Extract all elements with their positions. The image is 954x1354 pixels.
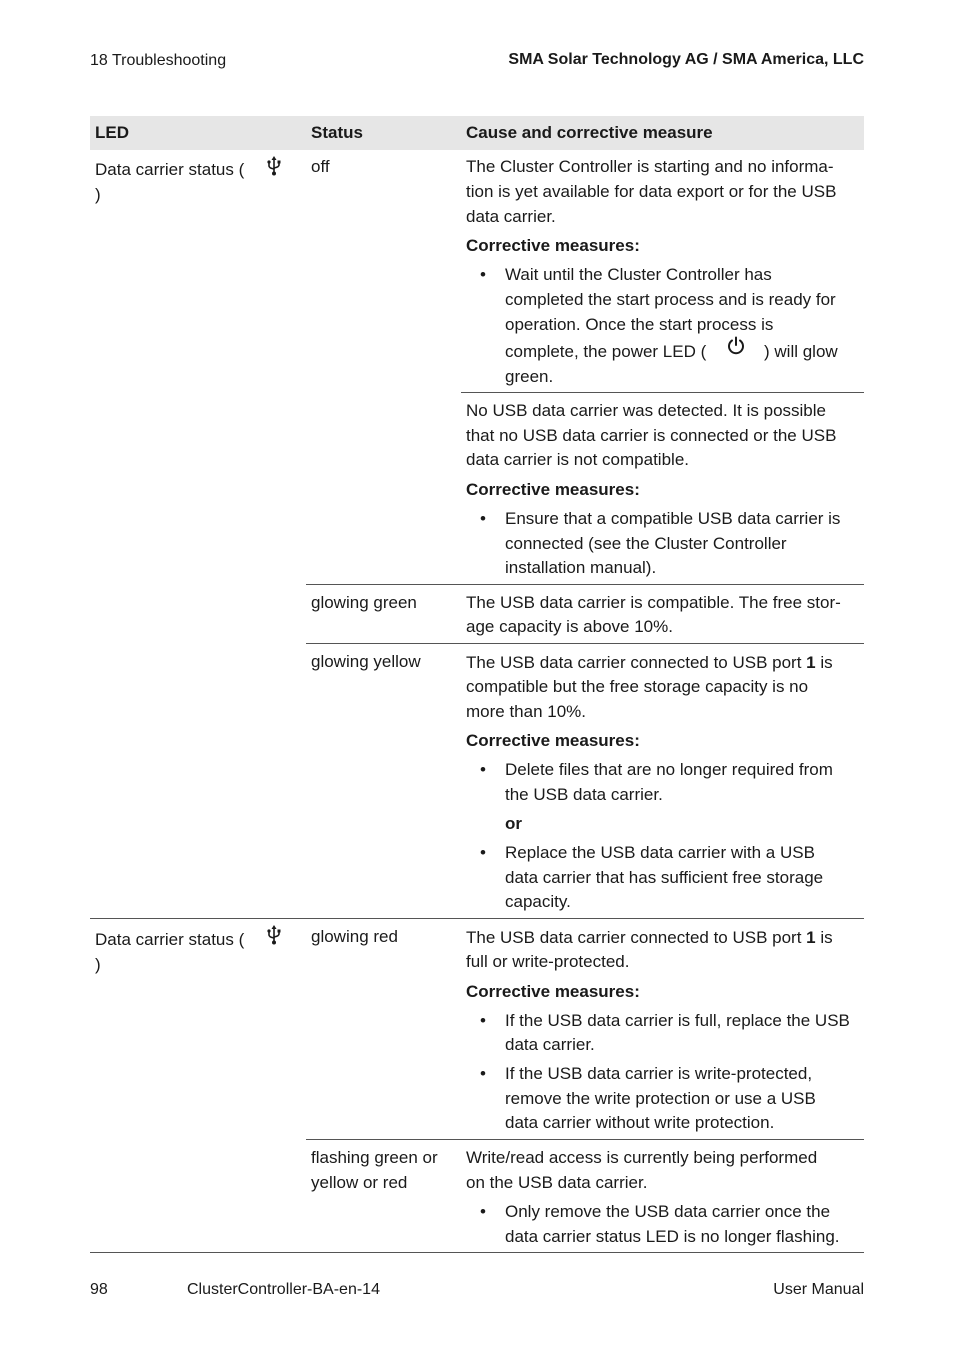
measure-text: Only remove the USB data carrier once the [505, 1202, 831, 1221]
cause-text: The USB data carrier connected to USB port 1 is [466, 928, 833, 947]
bullet: • [480, 1011, 486, 1030]
column-header-led: LED [95, 123, 129, 142]
led-label: Data carrier status ( [95, 930, 245, 949]
header-company: SMA Solar Technology AG / SMA America, LLC [508, 51, 864, 68]
cause-text: data carrier. [466, 207, 556, 226]
measure-text: data carrier. [505, 1035, 595, 1054]
corrective-measures-heading: Corrective measures: [466, 731, 640, 750]
led-label-close: ) [95, 955, 101, 974]
row-divider [306, 643, 864, 644]
cause-text: on the USB data carrier. [466, 1173, 648, 1192]
cause-text: that no USB data carrier is connected or the USB [466, 426, 837, 445]
usb-icon [266, 156, 282, 176]
bullet: • [480, 843, 486, 862]
row-divider [306, 584, 864, 585]
bullet: • [480, 1064, 486, 1083]
row-divider [306, 1139, 864, 1140]
document-id: ClusterController-BA-en-14 [187, 1281, 380, 1298]
led-label: Data carrier status ( [95, 160, 245, 179]
or-label: or [505, 814, 522, 833]
cause-text: more than 10%. [466, 702, 587, 721]
status-glowing-yellow: glowing yellow [311, 652, 421, 671]
page-number: 98 [90, 1281, 108, 1298]
cause-text: No USB data carrier was detected. It is possible [466, 401, 826, 420]
bullet: • [480, 760, 486, 779]
document-type: User Manual [773, 1281, 864, 1298]
measure-text: the USB data carrier. [505, 785, 663, 804]
status-glowing-red: glowing red [311, 927, 398, 946]
cause-text: data carrier is not compatible. [466, 450, 689, 469]
status-off: off [311, 157, 330, 176]
measure-text: If the USB data carrier is full, replace the USB [505, 1011, 850, 1030]
measure-text: operation. Once the start process is [505, 315, 774, 334]
measure-text: connected (see the Cluster Controller [505, 534, 787, 553]
table-bottom-rule [90, 1252, 864, 1253]
bullet: • [480, 265, 486, 284]
status-flashing: yellow or red [311, 1173, 408, 1192]
row-divider [461, 392, 864, 393]
measure-text: Ensure that a compatible USB data carrier is [505, 509, 841, 528]
cause-text: The Cluster Controller is starting and no informa- [466, 157, 834, 176]
status-glowing-green: glowing green [311, 593, 417, 612]
row-divider [90, 918, 864, 919]
corrective-measures-heading: Corrective measures: [466, 480, 640, 499]
measure-text: remove the write protection or use a USB [505, 1089, 816, 1108]
cause-text: compatible but the free storage capacity is no [466, 677, 809, 696]
measure-text: complete, the power LED ( [505, 342, 707, 361]
measure-text: Replace the USB data carrier with a USB [505, 843, 815, 862]
measure-text: green. [505, 367, 554, 386]
cause-text: tion is yet available for data export or for the USB [466, 182, 837, 201]
corrective-measures-heading: Corrective measures: [466, 236, 640, 255]
power-icon [726, 336, 746, 356]
status-flashing: flashing green or [311, 1148, 438, 1167]
cause-text: Write/read access is currently being performed [466, 1148, 818, 1167]
measure-text: Delete files that are no longer required from [505, 760, 833, 779]
measure-text: data carrier that has sufficient free storage [505, 868, 824, 887]
measure-text: installation manual). [505, 558, 657, 577]
cause-text: full or write-protected. [466, 952, 630, 971]
measure-text: completed the start process and is ready for [505, 290, 836, 309]
corrective-measures-heading: Corrective measures: [466, 982, 640, 1001]
bullet: • [480, 1202, 486, 1221]
measure-text: capacity. [505, 892, 571, 911]
cause-text: The USB data carrier connected to USB port 1 is [466, 653, 833, 672]
column-header-status: Status [311, 123, 363, 142]
measure-text: data carrier status LED is no longer flashing. [505, 1227, 840, 1246]
cause-text: The USB data carrier is compatible. The free stor- [466, 593, 841, 612]
usb-icon [266, 925, 282, 945]
bullet: • [480, 509, 486, 528]
cause-text: age capacity is above 10%. [466, 617, 673, 636]
measure-text: ) will glow [764, 342, 838, 361]
measure-text: data carrier without write protection. [505, 1113, 775, 1132]
column-header-cause: Cause and corrective measure [466, 123, 713, 142]
measure-text: If the USB data carrier is write-protected, [505, 1064, 813, 1083]
led-label-close: ) [95, 185, 101, 204]
measure-text: Wait until the Cluster Controller has [505, 265, 772, 284]
header-section-title: 18 Troubleshooting [90, 52, 227, 69]
